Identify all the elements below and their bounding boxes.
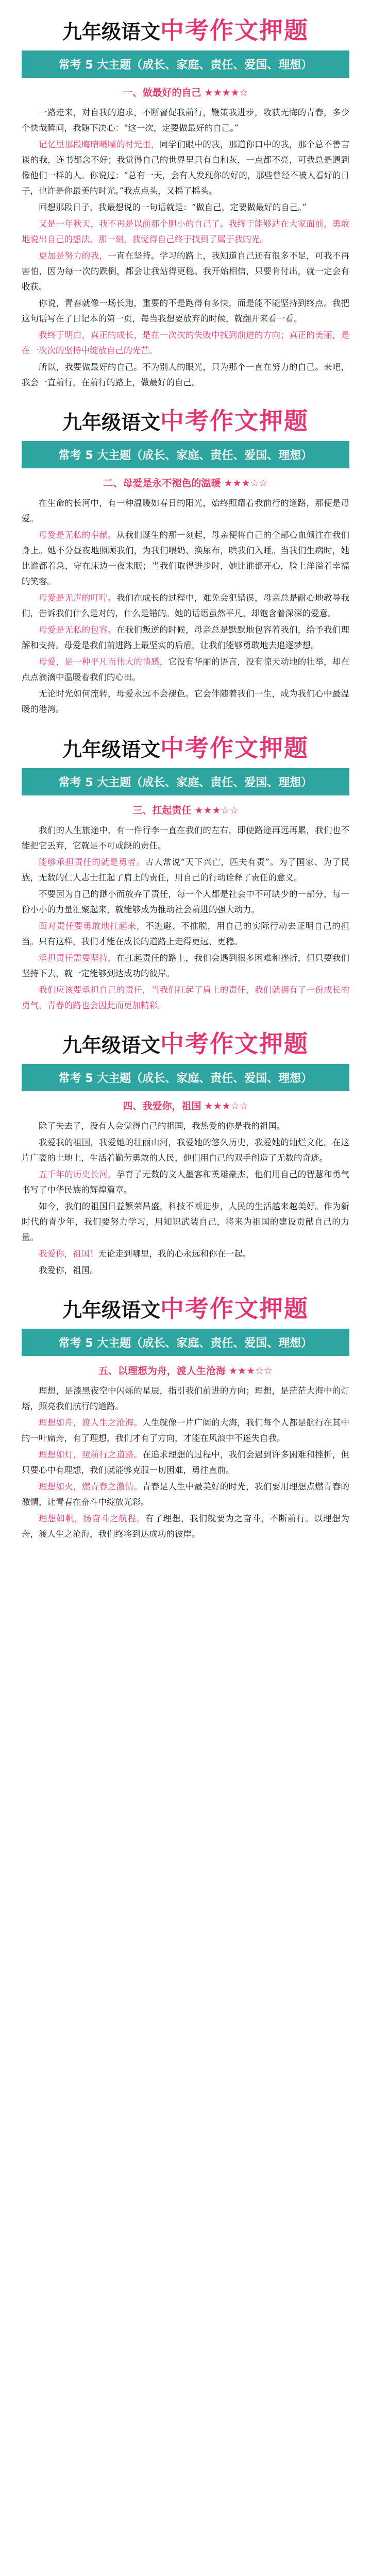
star-rating: ★★★★☆ bbox=[204, 87, 248, 98]
essay-paragraph bbox=[22, 1118, 349, 1134]
highlighted-sentence: 母爱是无私的包容。 bbox=[39, 625, 116, 635]
star-rating: ★★★☆☆ bbox=[224, 478, 268, 489]
essay-paragraph bbox=[22, 200, 349, 215]
sentence: 同学们眼中的我，那道你口中的我，那个总不善言谈的我，连书都念不好；我觉得自己的世界里只有白和灰，一点都不亮，可我总是遇到像他们一样的人。你说过：“总有一天，会有人发现你的好的，那些曾经不被人看好的日子，也许是你最美的时光。”我点点头，又摇了摇头。 bbox=[22, 140, 350, 196]
essay-section bbox=[22, 1294, 350, 1542]
essay-paragraph bbox=[22, 1246, 349, 1262]
essay-paragraph bbox=[22, 1511, 349, 1542]
highlighted-sentence: 能够承担责任的就是勇者。 bbox=[39, 857, 145, 867]
essay-paragraph bbox=[22, 1135, 349, 1166]
essay-paragraph bbox=[22, 654, 349, 685]
sentence: 从我们诞生的那一刻起，母亲便将自己的全部心血倾注在我们身上。她不分昼夜地照顾我们，为我们喂奶、换尿布，哄我们入睡。当我们生病时，她比谁都着急，守在床边一夜未眠；当我们取得进步时，她比谁都开心，脸上洋溢着幸福的笑容。 bbox=[22, 530, 350, 587]
essay-paragraph bbox=[22, 919, 349, 950]
essay-number: 五、 bbox=[98, 1365, 118, 1377]
essay-section bbox=[22, 736, 349, 1013]
essay-title bbox=[22, 803, 349, 817]
essay-heading bbox=[123, 87, 201, 98]
sentence: 在追求理想的过程中，我们会遇到许多困难和挫折，但只要心中有理想，我们就能够克服一切困难，勇往直前。 bbox=[22, 1449, 350, 1475]
essay-paragraph bbox=[22, 823, 349, 854]
theme-banner: 常考 5 大主题（成长、家庭、责任、爱国、理想） bbox=[22, 1064, 349, 1091]
title-highlight: 中考作文押题 bbox=[160, 1029, 309, 1058]
sentence: 一路走来，对自我的追求，不断督促我前行，鞭策我进步，收获无悔的青春，多少个快哉瞬间，我随下决心：“这一次，定要做最好的自己。” bbox=[22, 108, 349, 133]
sentence: 孕育了无数的文人墨客和英雄豪杰，他们用自己的智慧和勇气书写了中华民族的辉煌篇章。 bbox=[22, 1169, 350, 1195]
highlighted-sentence: 我终于明白，真正的成长，是在一次次的失败中找到前进的方向；真正的美丽，是在一次次的坚持中绽放自己的光芒。 bbox=[22, 330, 349, 356]
essay-paragraph bbox=[22, 1199, 349, 1245]
sentence: 青春是人生中最美好的时光，我们要用理想点燃青春的激情，让青春在奋斗中绽放光彩。 bbox=[22, 1481, 350, 1507]
essay-paragraph bbox=[22, 496, 349, 527]
essay-paragraph bbox=[22, 855, 349, 886]
essay-paragraph bbox=[22, 1415, 349, 1446]
page-title bbox=[22, 736, 349, 760]
sentence: 我们在成长的过程中，难免会犯错误，母亲总是耐心地教导我们，告诉我们什么是对的，什么是错的。她的话语虽然平凡，却饱含着深深的爱意。 bbox=[22, 593, 350, 619]
sentence: 如今，我们的祖国日益繁荣昌盛，科技不断进步，人民的生活越来越美好。作为新时代的青少年，我们要努力学习，用知识武装自己，将来为祖国的建设贡献自己的力量。 bbox=[22, 1201, 349, 1242]
highlighted-sentence: 理想如帆，扬奋斗之航程。 bbox=[39, 1513, 145, 1523]
essay-section bbox=[22, 409, 349, 717]
title-prefix: 九年级语文 bbox=[62, 1033, 160, 1057]
highlighted-sentence: 记忆里那段晦暗嗫嚅的时光里， bbox=[39, 140, 160, 150]
star-rating: ★★★☆☆ bbox=[228, 1365, 273, 1377]
sentence: 回想那段日子，我最想说的一句话就是：“做自己，定要做最好的自己。” bbox=[39, 202, 307, 213]
sentence: 所以，我要做最好的自己。不为别人的眼光，只为那个一直在努力的自己。来吧，我会一直前行，在前行的路上，做最好的自己。 bbox=[22, 362, 349, 388]
essay-paragraph bbox=[22, 216, 349, 247]
page-title bbox=[22, 409, 349, 433]
essay-heading bbox=[132, 805, 191, 816]
essay-paragraph bbox=[22, 1167, 349, 1198]
theme-banner: 常考 5 大主题（成长、家庭、责任、爱国、理想） bbox=[22, 50, 349, 78]
title-prefix: 九年级语文 bbox=[62, 21, 160, 43]
title-highlight: 中考作文押题 bbox=[160, 734, 309, 762]
essay-paragraph bbox=[22, 951, 349, 981]
essay-section bbox=[22, 16, 350, 391]
sentence: 无论时光如何流转，母爱永远不会褪色。它会伴随着我们一生，成为我们心中最温暖的港湾。 bbox=[22, 689, 349, 715]
sentence: 我们的人生旅途中，有一件行李一直在我们的左右，即使路途再远再累，我们也不能把它丢弃，它就是不可或缺的责任。 bbox=[22, 825, 349, 851]
title-prefix: 九年级语文 bbox=[62, 411, 160, 434]
essay-title bbox=[22, 476, 349, 489]
essay-paragraph bbox=[22, 686, 349, 717]
essay-paragraph bbox=[22, 360, 349, 391]
essay-heading bbox=[103, 478, 221, 489]
highlighted-sentence: 又是一年秋天，我不再是以前那个胆小的自己了。我终于能够站在大家面前，勇敢地说出自己的想法。那一刻，我觉得自己终于找到了属于我的光。 bbox=[22, 219, 349, 245]
sentence: 它没有华丽的语言，没有惊天动地的壮举，却在点点滴滴中温暖着我们的心田。 bbox=[22, 657, 350, 683]
title-prefix: 九年级语文 bbox=[62, 738, 160, 761]
sentence: 在扛起责任的路上，我们会遇到很多困难和挫折，但只要我们坚持下去，就一定能够到达成功的彼岸。 bbox=[22, 953, 350, 978]
essay-title bbox=[22, 85, 349, 99]
essay-paragraph bbox=[22, 1383, 349, 1414]
essay-paragraph bbox=[22, 1479, 349, 1510]
highlighted-sentence: 理想如火，燃青春之激情。 bbox=[39, 1481, 143, 1492]
highlighted-sentence: 我们应该要承担自己的责任，当我们扛起了肩上的责任，我们就拥有了一份成长的勇气，青春的路也会因此而更加精彩。 bbox=[22, 985, 349, 1010]
page-title bbox=[22, 16, 349, 44]
essay-paragraph bbox=[22, 296, 349, 327]
highlighted-sentence: 理想如灯，照前行之道路。 bbox=[39, 1449, 143, 1460]
essay-paragraph bbox=[22, 137, 349, 199]
title-highlight: 中考作文押题 bbox=[160, 1294, 309, 1323]
sentence: 理想，是漆黑夜空中闪烁的星辰，指引我们前进的方向；理想，是茫茫大海中的灯塔，照亮我们航行的道路。 bbox=[22, 1385, 349, 1411]
sentence: 你说，青春就像一场长跑，重要的不是跑得有多快，而是能不能坚持到终点。我把这句话写在了日记本的第一页，每当我想要放弃的时候，就翻开来看一看。 bbox=[22, 298, 349, 324]
essay-number: 一、 bbox=[123, 87, 143, 98]
star-rating: ★★★☆☆ bbox=[204, 1100, 248, 1112]
essay-paragraph bbox=[22, 328, 349, 359]
page-title bbox=[22, 1294, 349, 1323]
essay-heading bbox=[98, 1365, 226, 1377]
title-prefix: 九年级语文 bbox=[62, 1298, 160, 1321]
essay-paragraph bbox=[22, 887, 349, 918]
page-title bbox=[22, 1029, 349, 1058]
sentence: 不逃避、不推脱，用自己的实际行动去证明自己的担当。只有这样，我们才能在成长的道路上走得更远、更稳。 bbox=[22, 921, 349, 946]
sentence: 不要因为自己的渺小而放弃了责任，每一个人都是社会中不可缺少的一部分，每一份小小的力量汇聚起来，就能够成为推动社会前进的强大动力。 bbox=[22, 889, 349, 914]
essay-name: 扛起责任 bbox=[152, 804, 192, 816]
essay-paragraph bbox=[22, 248, 349, 295]
essay-name: 母爱是永不褪色的温暖 bbox=[123, 478, 221, 489]
essay-paragraph bbox=[22, 982, 349, 1013]
highlighted-sentence: 理想如舟，渡人生之沧海。 bbox=[39, 1417, 143, 1428]
essay-name: 做最好的自己 bbox=[142, 87, 201, 98]
essay-paragraph bbox=[22, 590, 349, 621]
highlighted-sentence: 我爱你，祖国！ bbox=[39, 1248, 98, 1259]
essay-paragraph bbox=[22, 1263, 349, 1278]
theme-banner: 常考 5 大主题（成长、家庭、责任、爱国、理想） bbox=[22, 1329, 349, 1356]
sentence: 我爱你，祖国。 bbox=[39, 1265, 98, 1275]
highlighted-sentence: 更加是努力的我， bbox=[39, 251, 108, 261]
sentence: 一直在坚持。学习的路上，我知道自己还有很多不足，可我不再害怕，因为每一次的跌倒，都会让我站得更稳。我开始相信，只要肯付出，就一定会有收获。 bbox=[22, 251, 350, 292]
sentence: 古人常说“天下兴亡，匹夫有责”。为了国家、为了民族，无数的仁人志士扛起了肩上的责任，用自己的行动诠释了责任的意义。 bbox=[22, 857, 350, 883]
essay-paragraph bbox=[22, 622, 349, 653]
highlighted-sentence: 母爱是无声的叮咛。 bbox=[39, 593, 116, 603]
sentence: 除了失去了，没有人会觉得自己的祖国，我热爱的你是我的祖国。 bbox=[39, 1121, 285, 1131]
sentence: 人生就像一片广阔的大海，我们每个人都是航行在其中的一叶扁舟，有了理想，我们才有了方向，才能在风浪中不迷失自我。 bbox=[22, 1417, 350, 1443]
essay-number: 四、 bbox=[123, 1100, 143, 1112]
star-rating: ★★★☆☆ bbox=[194, 804, 239, 816]
sentence: 有了理想，我们就要为之奋斗，不断前行。以理想为舟，渡人生之沧海，我们终将到达成功的彼岸。 bbox=[22, 1513, 349, 1539]
essay-paragraph bbox=[22, 105, 349, 136]
essay-name: 以理想为舟，渡人生沧海 bbox=[117, 1365, 226, 1377]
highlighted-sentence: 母爱是无私的奉献。 bbox=[39, 530, 116, 540]
essay-number: 二、 bbox=[103, 478, 123, 489]
highlighted-sentence: 母爱，是一种平凡而伟大的情感， bbox=[39, 657, 168, 667]
essay-title bbox=[22, 1098, 349, 1112]
sentence: 我爱我的祖国，我爱她的壮丽山河，我爱她的悠久历史，我爱她的灿烂文化。在这片广袤的土地上，生活着勤劳勇敢的人民，他们用自己的双手创造了无数的奇迹。 bbox=[22, 1137, 349, 1163]
highlighted-sentence: 五千年的历史长河， bbox=[39, 1169, 116, 1179]
sentence: 无论走到哪里，我的心永远和你在一起。 bbox=[98, 1248, 251, 1259]
essay-title bbox=[22, 1363, 349, 1377]
essay-paragraph bbox=[22, 1447, 349, 1478]
highlighted-sentence: 面对责任要勇敢地扛起来， bbox=[39, 921, 145, 931]
theme-banner: 常考 5 大主题（成长、家庭、责任、爱国、理想） bbox=[22, 441, 349, 468]
essay-paragraph bbox=[22, 528, 349, 589]
title-highlight: 中考作文押题 bbox=[160, 16, 309, 44]
theme-banner: 常考 5 大主题（成长、家庭、责任、爱国、理想） bbox=[22, 768, 349, 795]
essay-heading bbox=[123, 1100, 201, 1112]
sentence: 在生命的长河中，有一种温暖如春日的阳光，始终照耀着我前行的道路，那便是母爱。 bbox=[22, 498, 349, 524]
essay-number: 三、 bbox=[132, 804, 153, 816]
essay-section bbox=[22, 1029, 350, 1278]
sentence: 在我们叛逆的时候，母亲总是默默地包容着我们，给予我们理解和支持。母爱是我们前进路上最坚实的后盾，让我们能够勇敢地去追逐梦想。 bbox=[22, 625, 350, 651]
highlighted-sentence: 承担责任需要坚持， bbox=[39, 953, 116, 963]
essay-name: 我爱你，祖国 bbox=[142, 1100, 201, 1112]
title-highlight: 中考作文押题 bbox=[160, 407, 309, 435]
